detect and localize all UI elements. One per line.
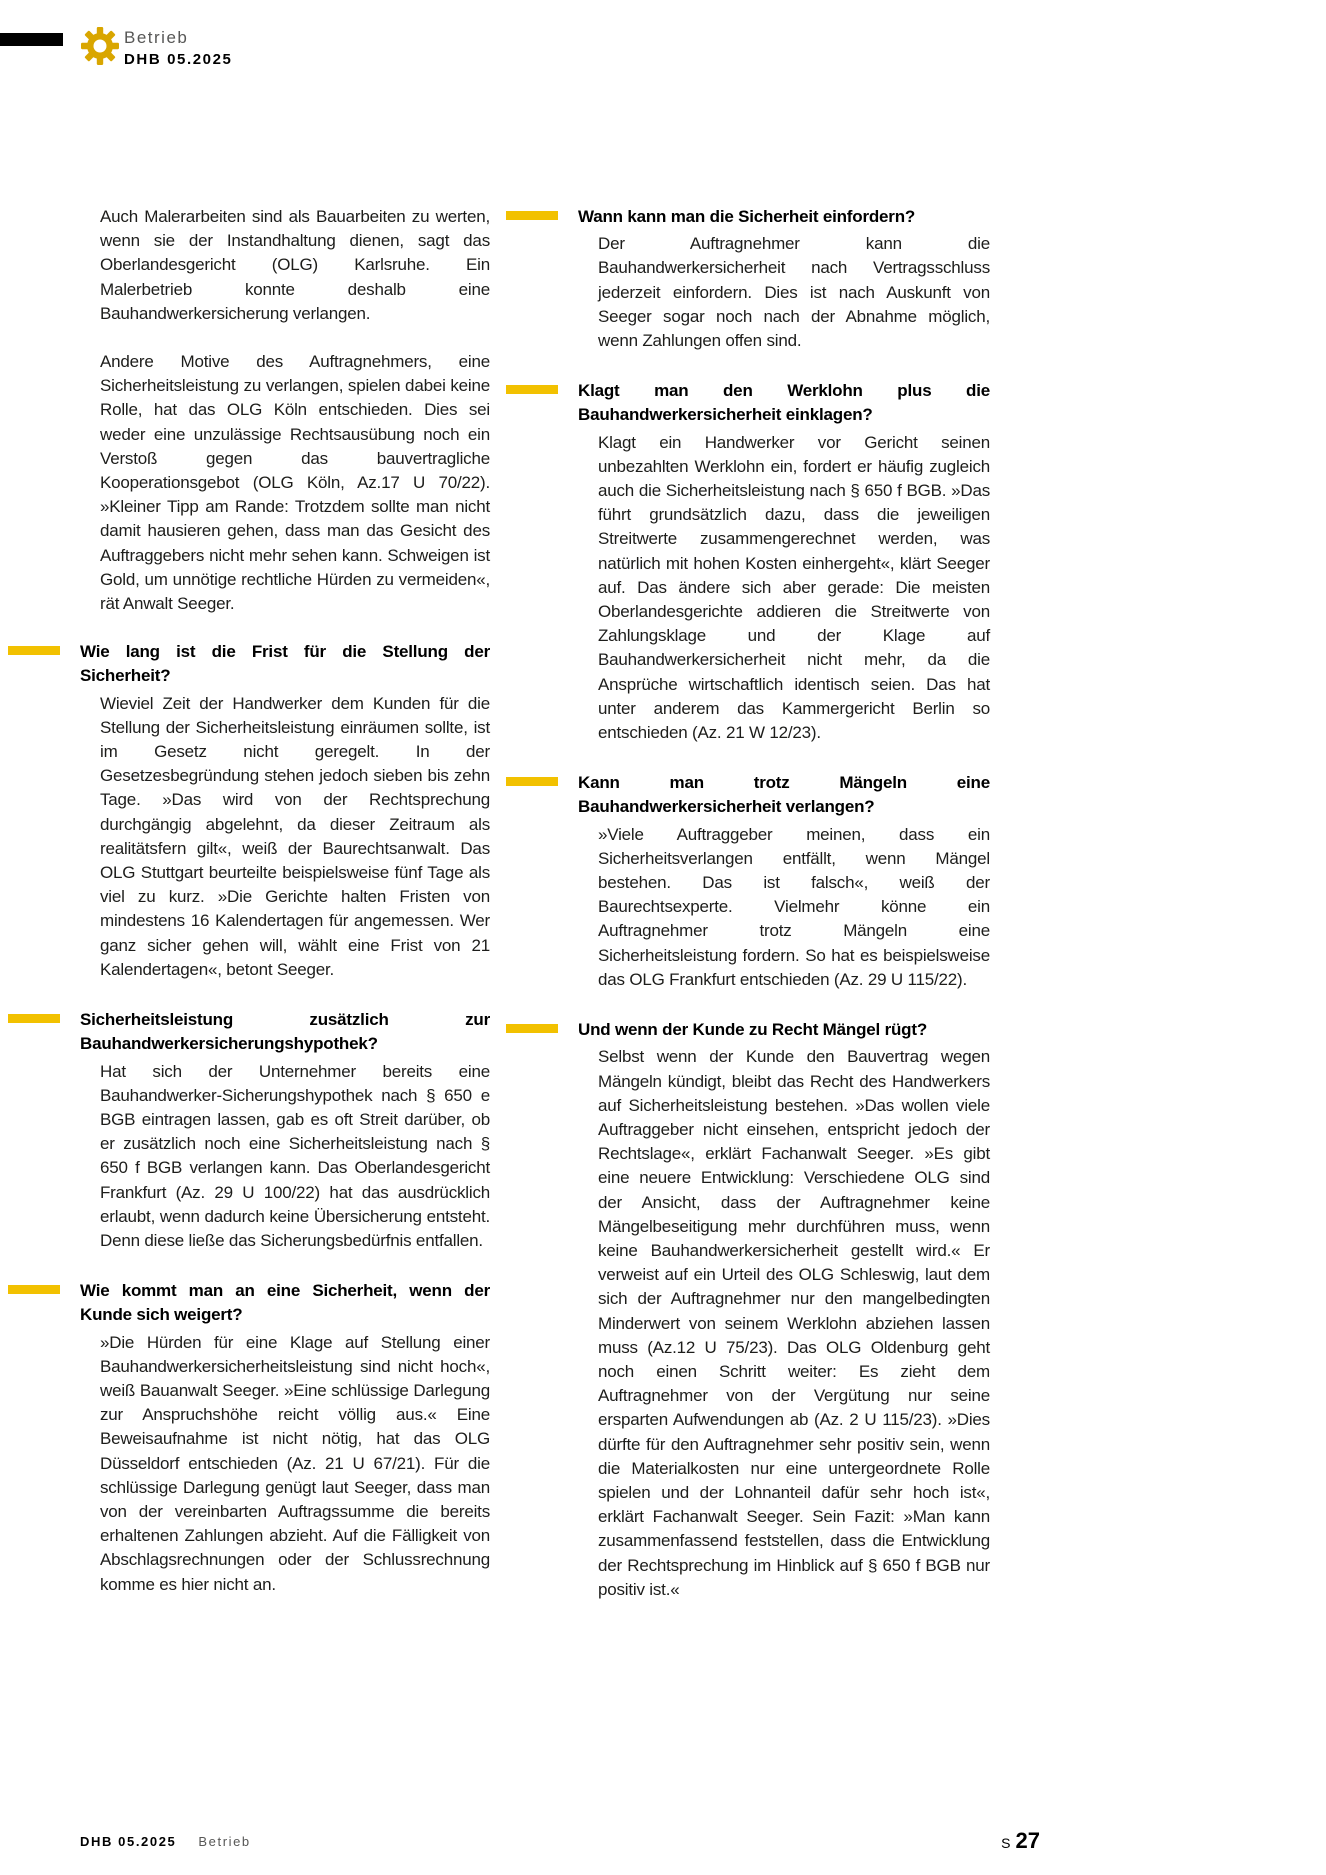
page-number-prefix: S — [1001, 1835, 1011, 1851]
footer-left — [80, 1834, 251, 1849]
question-text: Und wenn der Kunde zu Recht Mängel rügt? — [578, 1020, 928, 1040]
page-number-value: 27 — [1015, 1828, 1040, 1853]
question-heading — [578, 379, 990, 427]
question-marker-bar — [506, 211, 558, 220]
question-text: Wie lang ist die Frist für die Stellung der Sicherheit? — [80, 642, 490, 686]
answer-paragraph: Wieviel Zeit der Handwerker dem Kunden für die Stellung der Sicherheitsleistung einräumen sollte, ist im Gesetz nicht geregelt. In der Gesetzesbegründung stehen jedoch sieben bis zehn Tage. »Das wird von der Rechtsprechung durchgängig abgelehnt, da dieser Zeitraum als realitätsfern gilt«, weiß der Baurechtsanwalt. Das OLG Stuttgart beurteilte beispielsweise fünf Tage als viel zu kurz. »Die Gerichte halten Fristen von mindestens 16 Kalendertagen für angemessen. Wer ganz sicher gehen will, wählt eine Frist von 21 Kalendertagen«, betont Seeger. — [100, 693, 490, 979]
answer-paragraph: »Viele Auftraggeber meinen, dass ein Sicherheitsverlangen entfällt, wenn Mängel bestehen. Das ist falsch«, weiß der Baurechtsexperte. Vielmehr könne ein Auftragnehmer trotz Mängeln eine Sicherheitsleistung fordern. So hat es beispielsweise das OLG Frankfurt entschieden (Az. 29 U 115/22). — [598, 824, 990, 989]
qa-block — [578, 771, 990, 992]
answer-paragraph: Hat sich der Unternehmer bereits eine Bauhandwerker-Sicherungshypothek nach § 650 e BGB eintragen lassen, gab es oft Streit darüber, ob er zusätzlich noch eine Sicherheitsleistung nach § 650 f BGB verlangen kann. Das Oberlandesgericht Frankfurt (Az. 29 U 100/22) hat das ausdrücklich erlaubt, wenn dadurch keine Übersicherung entsteht. Denn diese ließe das Sicherungsbedürfnis entfallen. — [100, 1061, 490, 1250]
question-marker-bar — [506, 777, 558, 786]
question-heading — [578, 1018, 990, 1042]
question-text: Wann kann man die Sicherheit einfordern? — [578, 207, 916, 226]
corner-accent-bar — [0, 33, 63, 46]
page-number — [1001, 1828, 1040, 1854]
question-heading — [578, 771, 990, 819]
question-text: Sicherheitsleistung zusätzlich zur Bauhandwerkersicherungshypothek? — [80, 1010, 490, 1054]
section-name: Betrieb — [124, 28, 189, 47]
question-heading — [80, 640, 490, 688]
right-column — [578, 205, 990, 1628]
brand-text — [124, 26, 233, 70]
page-header — [80, 26, 233, 70]
qa-block — [578, 1018, 990, 1602]
qa-block — [80, 1279, 490, 1597]
question-marker-bar — [8, 1014, 60, 1023]
issue-label: DHB 05.2025 — [124, 51, 233, 68]
answer-paragraph: Der Auftragnehmer kann die Bauhandwerkersicherheit nach Vertragsschluss jederzeit einfordern. Dies ist nach Auskunft von Seeger sogar noch nach der Abnahme möglich, wenn Zahlungen offen sind. — [598, 234, 990, 351]
gear-icon — [80, 26, 120, 66]
answer-paragraph: »Die Hürden für eine Klage auf Stellung einer Bauhandwerkersicherheitsleistung sind nicht hoch«, weiß Bauanwalt Seeger. »Eine schlüssige Darlegung zur Anspruchshöhe reicht völlig aus.« Eine Beweisaufnahme ist nicht nötig, hat das OLG Düsseldorf entschieden (Az. 21 U 67/21). Für die schlüssige Darlegung genügt laut Seeger, dass man von der vereinbarten Auftragssumme die bereits erhaltenen Zahlungen abzieht. Auf die Fälligkeit von Abschlagsrechnungen oder der Schlussrechnung komme es hier nicht an. — [100, 1332, 490, 1594]
footer-section: Betrieb — [198, 1834, 251, 1849]
qa-block — [578, 379, 990, 745]
question-text: Kann man trotz Mängeln eine Bauhandwerkersicherheit verlangen? — [578, 773, 990, 817]
page-footer — [0, 1828, 1326, 1868]
qa-block — [80, 640, 490, 982]
question-heading — [578, 205, 990, 229]
qa-block — [80, 1008, 490, 1253]
question-heading — [80, 1279, 490, 1327]
answer-paragraph: Klagt ein Handwerker vor Gericht seinen unbezahlten Werklohn ein, fordert er häufig zugleich auch die Sicherheitsleistung nach § 650 f BGB. »Das führt grundsätzlich dazu, dass die jeweiligen Streitwerte zusammengerechnet werden, was natürlich mit hohen Kosten einhergeht«, klärt Seeger auf. Das ändere sich aber gerade: Die meisten Oberlandesgerichte addieren die Streitwerte von Zahlungsklage und der Klage auf Bauhandwerkersicherheit nicht mehr, da die Ansprüche wirtschaftlich identisch seien. Das hat unter anderem das Kammergericht Berlin so entschieden (Az. 21 W 12/23). — [598, 432, 990, 743]
question-heading — [80, 1008, 490, 1056]
body-paragraph: Auch Malerarbeiten sind als Bauarbeiten zu werten, wenn sie der Instandhaltung dienen, sagt das Oberlandesgericht (OLG) Karlsruhe. Ein Malerbetrieb konnte deshalb eine Bauhandwerkersicherung verlangen. — [100, 207, 490, 323]
qa-block — [578, 205, 990, 353]
answer-paragraph: Selbst wenn der Kunde den Bauvertrag wegen Mängeln kündigt, bleibt das Recht des Handwerkers auf Sicherheitsleistung bestehen. »Das wollen viele Auftraggeber nicht einsehen, entspricht jedoch der Rechtslage«, erklärt Fachanwalt Seeger. »Es gibt eine neuere Entwicklung: Verschiedene OLG sind der Ansicht, dass der Auftragnehmer keine Mängelbeseitigung mehr durchführen muss, wenn keine Bauhandwerkersicherheit gestellt wird.« Er verweist auf ein Urteil des OLG Schleswig, laut dem sich der Auftragnehmer nur den mangelbedingten Minderwert von seinem Werklohn abziehen lassen muss (Az.12 U 75/23). Das OLG Oldenburg geht noch einen Schritt weiter: Es zieht dem Auftragnehmer von der Vergütung nur seine ersparten Aufwendungen ab (Az. 2 U 115/23). »Dies dürfte für den Auftragnehmer sehr positiv sein, wenn die Materialkosten nur eine untergeordnete Rolle spielen und der Lohnanteil dafür sehr hoch ist«, erklärt Fachanwalt Seeger. Sein Fazit: »Man kann zusammenfassend feststellen, dass die Entwicklung der Rechtsprechung im Hinblick auf § 650 f BGB nur positiv ist.« — [598, 1047, 990, 1599]
question-text: Wie kommt man an eine Sicherheit, wenn der Kunde sich weigert? — [80, 1281, 490, 1325]
left-column — [80, 205, 490, 1623]
body-paragraph: Andere Motive des Auftragnehmers, eine Sicherheitsleistung zu verlangen, spielen dabei keine Rolle, hat das OLG Köln entschieden. Dies sei weder eine unzulässige Rechtsausübung noch ein Verstoß gegen das bauvertragliche Kooperationsgebot (OLG Köln, Az.17 U 70/22). »Kleiner Tipp am Rande: Trotzdem sollte man nicht damit hausieren gehen, dass man das Gesicht des Auftraggebers nicht mehr sehen kann. Schweigen ist Gold, um unnötige rechtliche Hürden zu vermeiden«, rät Anwalt Seeger. — [100, 352, 490, 614]
question-marker-bar — [8, 646, 60, 655]
footer-issue: DHB 05.2025 — [80, 1834, 177, 1849]
question-text: Klagt man den Werklohn plus die Bauhandwerkersicherheit einklagen? — [578, 381, 990, 425]
question-marker-bar — [506, 385, 558, 394]
question-marker-bar — [8, 1285, 60, 1294]
question-marker-bar — [506, 1024, 558, 1033]
